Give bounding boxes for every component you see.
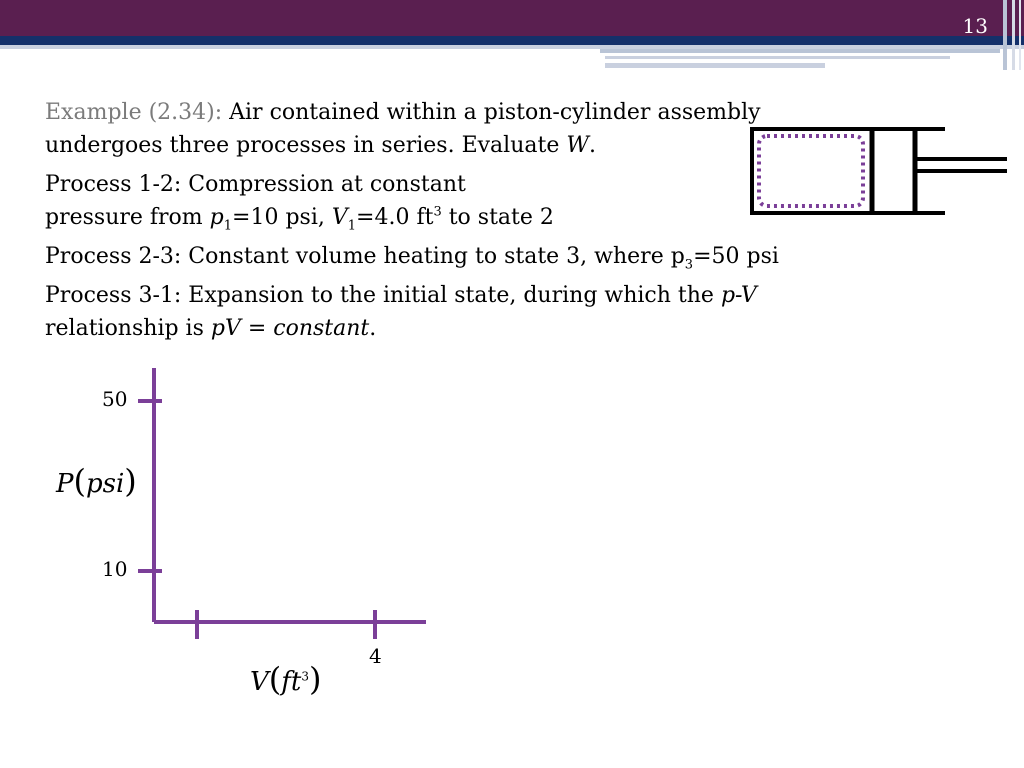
pv-product: pV: [210, 316, 241, 341]
pv-label: p-V: [720, 283, 757, 308]
example-statement-end: .: [588, 133, 596, 158]
process-31-end: .: [369, 316, 377, 341]
y-tick-label-10: 10: [102, 557, 128, 581]
example-statement-a: Air contained within a piston-cylinder assembly: [222, 100, 761, 125]
slide-number: 13: [962, 14, 988, 38]
example-label: Example (2.34):: [45, 100, 223, 125]
process-12-end: to state 2: [441, 205, 554, 230]
v-superscript: 3: [433, 204, 442, 220]
constant-word: constant: [273, 316, 370, 341]
equals-sign: =: [240, 316, 274, 341]
process-31-line2: relationship is: [45, 316, 211, 341]
process-23-text-a: Process 2-3: Constant volume heating to state 3, where p: [45, 244, 685, 269]
pv-plot: [0, 360, 460, 705]
v-value: =4.0 ft: [356, 205, 434, 230]
gas-region: [759, 136, 863, 206]
work-symbol: W: [566, 133, 589, 158]
process-31-line1: Process 3-1: Expansion to the initial state, during which the: [45, 283, 721, 308]
process-23-text-b: =50 psi: [693, 244, 779, 269]
pv-axes: [0, 360, 460, 705]
piston-cylinder-diagram: [745, 124, 1010, 219]
p-subscript: 1: [223, 218, 233, 234]
v-symbol: V: [331, 205, 348, 230]
y-tick-label-50: 50: [102, 387, 128, 411]
p3-subscript: 3: [684, 257, 694, 273]
x-tick-label-4: 4: [369, 644, 382, 668]
v-subscript: 1: [347, 218, 357, 234]
example-statement-b: undergoes three processes in series. Evaluate: [45, 133, 567, 158]
process-12-line1: Process 1-2: Compression at constant: [45, 172, 466, 197]
process-31: [45, 279, 875, 345]
p-symbol: p: [209, 205, 224, 230]
y-axis-title: P(psi): [56, 462, 137, 500]
process-12-line2: pressure from: [45, 205, 210, 230]
process-23: [45, 240, 875, 273]
x-axis-title: $V(ft^3)$: [250, 660, 322, 698]
header-banner: [0, 0, 1024, 70]
p-value: =10 psi,: [232, 205, 332, 230]
